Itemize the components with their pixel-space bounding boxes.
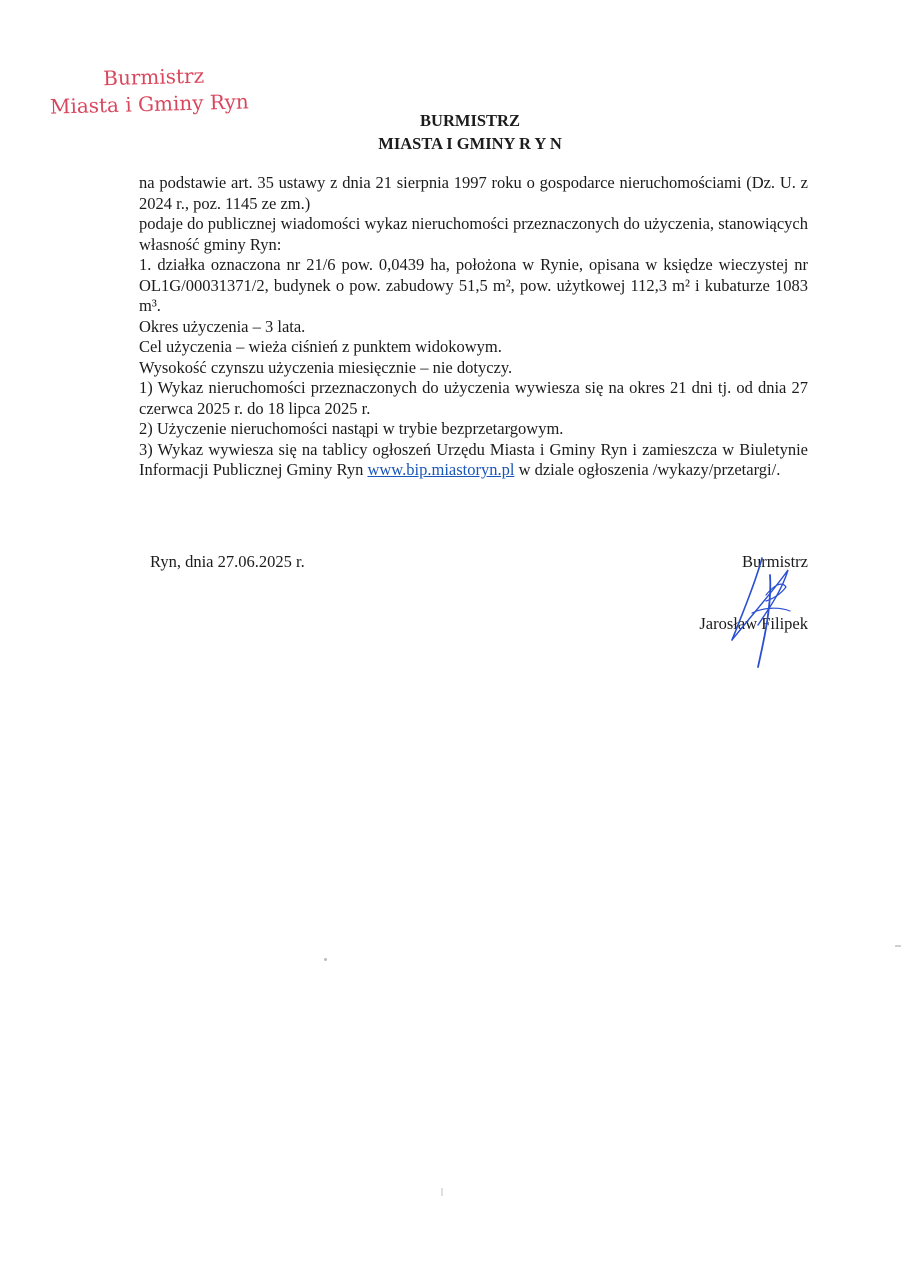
signatory-name: Jarosław Filipek [699, 614, 808, 633]
scan-edge-mark [895, 945, 901, 947]
legal-basis-paragraph: na podstawie art. 35 ustawy z dnia 21 sierpnia 1997 roku o gospodarce nieruchomościami (Dz. U. z 2024 r., poz. 1145 ze zm.) [139, 173, 808, 213]
signatory-title: Burmistrz [742, 552, 808, 571]
document-heading [240, 109, 700, 155]
office-stamp [43, 61, 254, 120]
announcement-paragraph: podaje do publicznej wiadomości wykaz nieruchomości przeznaczonych do użyczenia, stanowiących własność gminy Ryn: [139, 214, 808, 254]
heading-line-title: BURMISTRZ [420, 111, 520, 130]
posting-period-item: 1) Wykaz nieruchomości przeznaczonych do użyczenia wywiesza się na okres 21 dni tj. od dnia 27 czerwca 2025 r. do 18 lipca 2025 r. [139, 378, 808, 418]
publication-text-before: 3) Wykaz wywiesza się na tablicy ogłoszeń Urzędu Miasta i Gminy Ryn i zamieszcza w Biuletynie Informacji Publicznej Gminy Ryn [139, 439, 808, 479]
property-description: 1. działka oznaczona nr 21/6 pow. 0,0439 ha, położona w Rynie, opisana w księdze wieczystej nr OL1G/00031371/2, budynek o pow. zabudowy 51,5 m², pow. użytkowej 112,3 m² i kubaturze 1083 m³. [139, 255, 808, 315]
stamp-line-title: Burmistrz [102, 63, 205, 91]
lending-period: Okres użyczenia – 3 lata. [139, 316, 306, 336]
scan-edge-mark [441, 1188, 443, 1196]
bip-link[interactable]: www.bip.miastoryn.pl [367, 460, 515, 479]
stamp-line-office: Miasta i Gminy Ryn [49, 89, 250, 119]
lending-purpose: Cel użyczenia – wieża ciśnień z punktem widokowym. [139, 337, 502, 356]
publication-item [139, 440, 808, 481]
scan-speck [324, 958, 327, 961]
heading-line-office: MIASTA I GMINY R Y N [378, 134, 562, 153]
publication-text-after: w dziale ogłoszenia /wykazy/przetargi/. [514, 460, 781, 479]
document-body [139, 173, 808, 481]
handwritten-signature [722, 555, 792, 670]
rent-amount: Wysokość czynszu użyczenia miesięcznie – nie dotyczy. [139, 357, 513, 377]
place-and-date: Ryn, dnia 27.06.2025 r. [150, 552, 305, 571]
procedure-item: 2) Użyczenie nieruchomości nastąpi w trybie bezprzetargowym. [139, 419, 564, 438]
